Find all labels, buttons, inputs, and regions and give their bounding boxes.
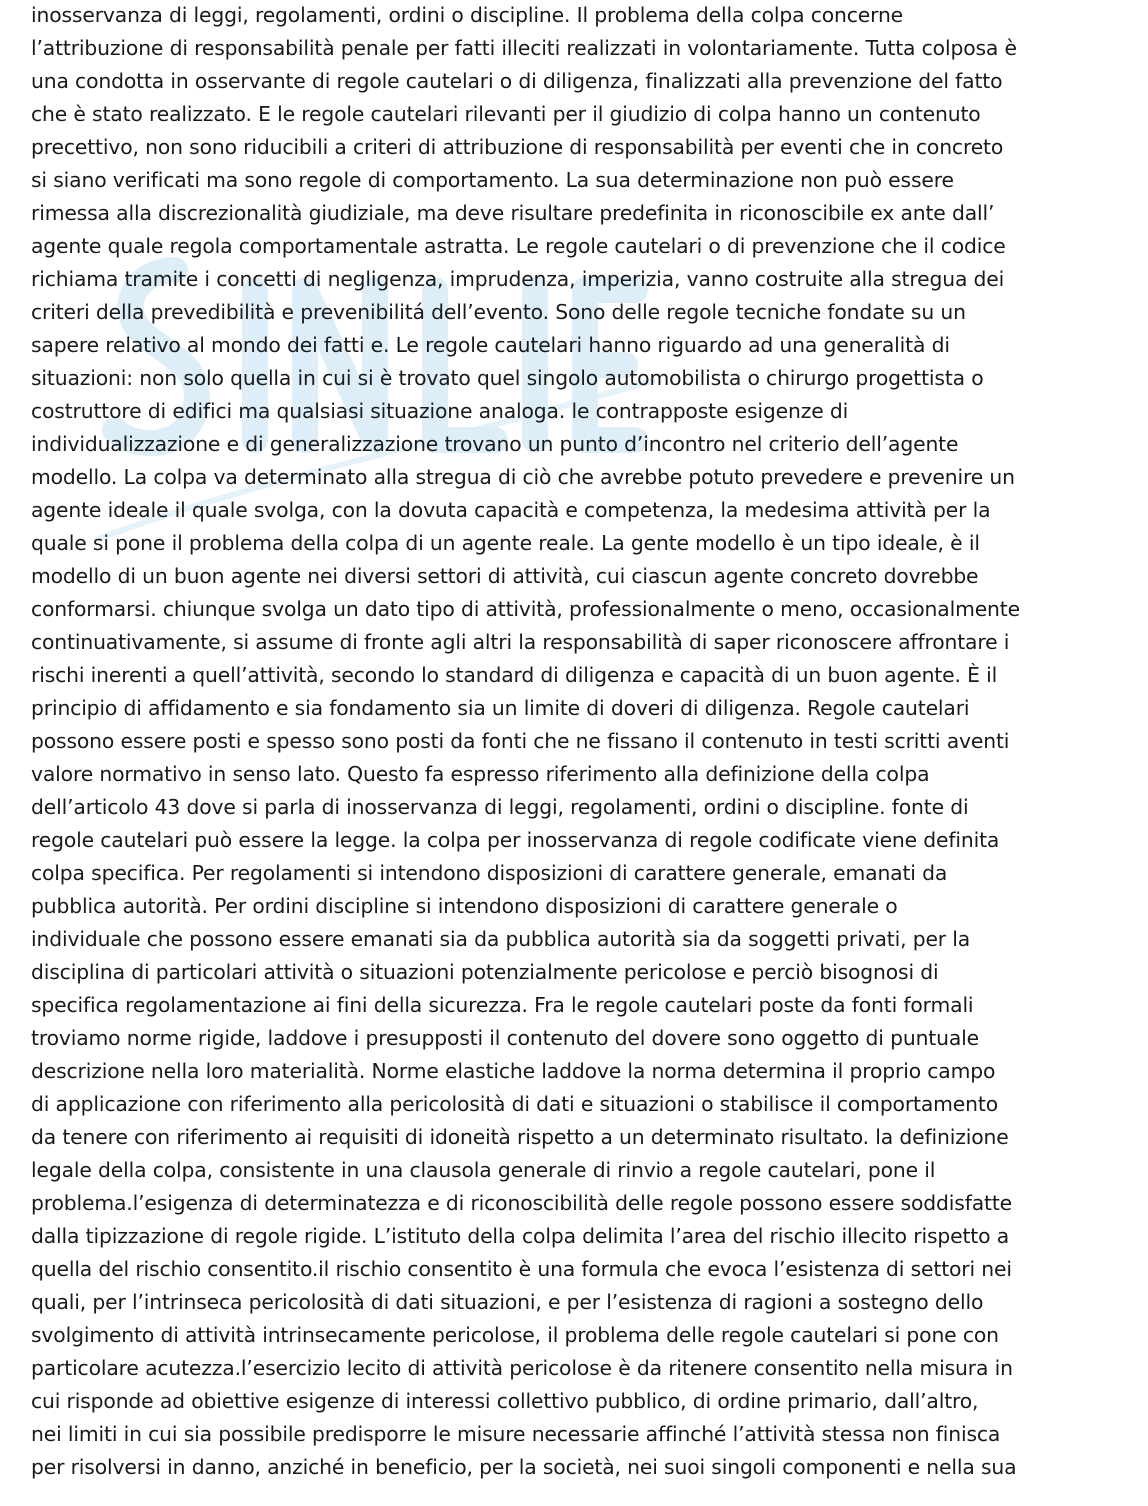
text-line: che è stato realizzato. E le regole cautelari rilevanti per il giudizio di colpa hanno un contenuto [31,102,981,126]
text-line: si siano verificati ma sono regole di comportamento. La sua determinazione non può essere [31,168,954,192]
text-line: principio di affidamento e sia fondamento sia un limite di doveri di diligenza. Regole cautelari [31,696,970,720]
text-line: rischi inerenti a quell’attività, secondo lo standard di diligenza e capacità di un buon agente. È il [31,663,998,687]
text-line: pubblica autorità. Per ordini discipline si intendono disposizioni di carattere generale o [31,894,898,918]
text-line: quale si pone il problema della colpa di un agente reale. La gente modello è un tipo ideale, è il [31,531,980,555]
text-line: modello di un buon agente nei diversi settori di attività, cui ciascun agente concreto dovrebbe [31,564,979,588]
text-line: inosservanza di leggi, regolamenti, ordini o discipline. Il problema della colpa concerne [31,3,904,27]
text-line: individuale che possono essere emanati sia da pubblica autorità sia da soggetti privati, per la [31,927,971,951]
text-line: specifica regolamentazione ai fini della sicurezza. Fra le regole cautelari poste da fonti formali [31,993,974,1017]
text-line: conformarsi. chiunque svolga un dato tipo di attività, professionalmente o meno, occasionalmente [31,597,1020,621]
text-line: da tenere con riferimento ai requisiti di idoneità rispetto a un determinato risultato. la definizione [31,1125,1009,1149]
text-line: cui risponde ad obiettive esigenze di interessi collettivo pubblico, di ordine primario, dall’altro, [31,1389,979,1413]
text-line: regole cautelari può essere la legge. la colpa per inosservanza di regole codificate viene definita [31,828,1000,852]
text-line: quali, per l’intrinseca pericolosità di dati situazioni, e per l’esistenza di ragioni a sostegno dello [31,1290,984,1314]
text-line: nei limiti in cui sia possibile predisporre le misure necessarie affinché l’attività stessa non finisca [31,1422,1001,1446]
text-line: quella del rischio consentito.il rischio consentito è una formula che evoca l’esistenza di settori nei [31,1257,1012,1281]
text-line: problema.l’esigenza di determinatezza e di riconoscibilità delle regole possono essere soddisfatte [31,1191,1012,1215]
text-line: troviamo norme rigide, laddove i presupposti il contenuto del dovere sono oggetto di puntuale [31,1026,979,1050]
text-line: continuativamente, si assume di fronte agli altri la responsabilità di saper riconoscere affrontare i [31,630,1010,654]
text-line: valore normativo in senso lato. Questo fa espresso riferimento alla definizione della colpa [31,762,930,786]
text-line: precettivo, non sono riducibili a criteri di attribuzione di responsabilità per eventi che in concreto [31,135,1004,159]
text-line: colpa specifica. Per regolamenti si intendono disposizioni di carattere generale, emanati da [31,861,948,885]
text-line: descrizione nella loro materialità. Norme elastiche laddove la norma determina il proprio campo [31,1059,996,1083]
text-line: individualizzazione e di generalizzazione trovano un punto d’incontro nel criterio dell’agente [31,432,959,456]
text-line: dell’articolo 43 dove si parla di inosservanza di leggi, regolamenti, ordini o discipline. fonte di [31,795,969,819]
text-line: particolare acutezza.l’esercizio lecito di attività pericolose è da ritenere consentito nella misura in [31,1356,1013,1380]
text-line: rimessa alla discrezionalità giudiziale, ma deve risultare predefinita in riconoscibile ex ante dall’ [31,201,995,225]
text-line: costruttore di edifici ma qualsiasi situazione analoga. le contrapposte esigenze di [31,399,849,423]
text-line: disciplina di particolari attività o situazioni potenzialmente pericolose e perciò bisognosi di [31,960,939,984]
text-line: dalla tipizzazione di regole rigide. L’istituto della colpa delimita l’area del rischio illecito rispetto a [31,1224,1010,1248]
text-line: legale della colpa, consistente in una clausola generale di rinvio a regole cautelari, pone il [31,1158,936,1182]
text-line: sapere relativo al mondo dei fatti e. Le regole cautelari hanno riguardo ad una generalità di [31,333,950,357]
document-body [31,0,1121,1484]
text-line: svolgimento di attività intrinsecamente pericolose, il problema delle regole cautelari si pone con [31,1323,999,1347]
text-line: criteri della prevedibilità e prevenibilitá dell’evento. Sono delle regole tecniche fondate su un [31,300,966,324]
text-line: agente ideale il quale svolga, con la dovuta capacità e competenza, la medesima attività per la [31,498,991,522]
text-line: possono essere posti e spesso sono posti da fonti che ne fissano il contenuto in testi scritti aventi [31,729,1010,753]
text-line: per risolversi in danno, anziché in beneficio, per la società, nei suoi singoli componenti e nella sua [31,1455,1017,1479]
text-line: agente quale regola comportamentale astratta. Le regole cautelari o di prevenzione che il codice [31,234,1006,258]
text-line: richiama tramite i concetti di negligenza, imprudenza, imperizia, vanno costruite alla stregua dei [31,267,1005,291]
text-line: modello. La colpa va determinato alla stregua di ciò che avrebbe potuto prevedere e prevenire un [31,465,1015,489]
text-line: una condotta in osservante di regole cautelari o di diligenza, finalizzati alla prevenzione del fatto [31,69,1003,93]
text-line: situazioni: non solo quella in cui si è trovato quel singolo automobilista o chirurgo progettista o [31,366,984,390]
text-line: di applicazione con riferimento alla pericolosità di dati e situazioni o stabilisce il comportamento [31,1092,998,1116]
text-line: l’attribuzione di responsabilità penale per fatti illeciti realizzati in volontariamente. Tutta colposa è [31,36,1017,60]
